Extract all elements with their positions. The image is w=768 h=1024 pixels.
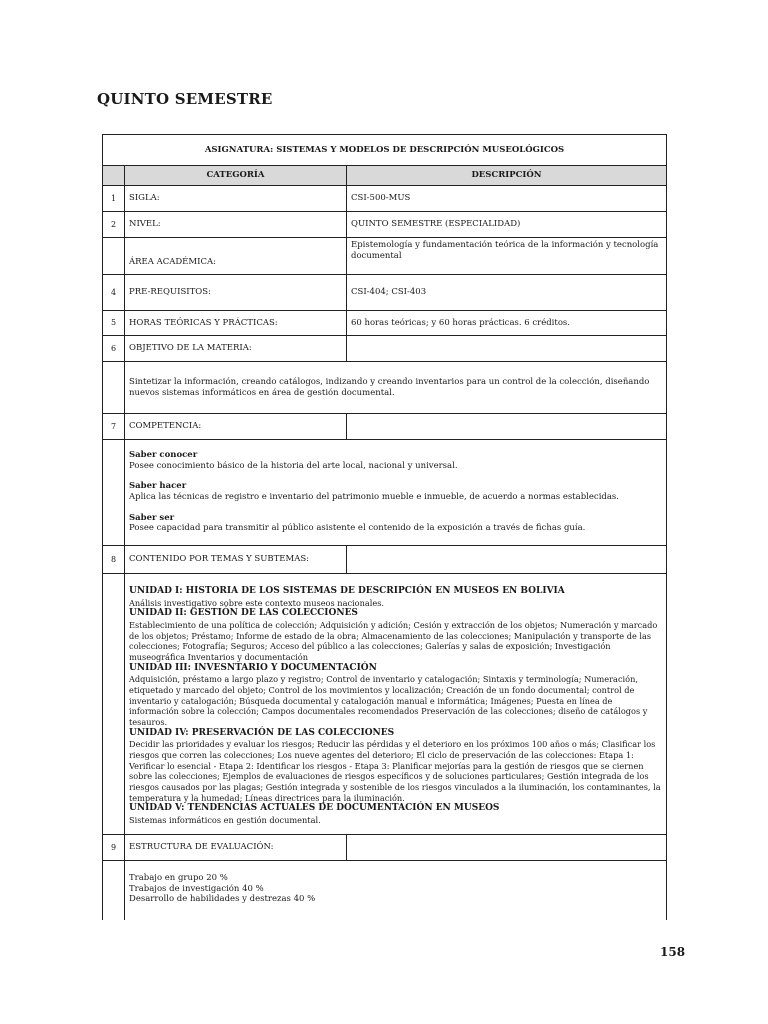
row-category: OBJETIVO DE LA MATERIA: [125,336,347,361]
row-number: 8 [103,546,125,573]
row-number [103,574,125,834]
competence-know-title: Saber conocer [129,450,198,460]
header-description: DESCRIPCIÓN [347,166,666,185]
objective-text: Sintetizar la información, creando catálogos, indizando y creando inventarios para un control de la colección, diseñando nuevos sistemas informáticos en área de gestión documental. [129,376,650,398]
page-heading: QUINTO SEMESTRE [97,90,273,108]
row-description: CSI-404; CSI-403 [351,287,427,298]
row-description: 60 horas teóricas; y 60 horas prácticas. 6 créditos. [351,317,570,328]
page-number: 158 [660,945,686,959]
unit-text: Establecimiento de una política de colección; Adquisición y adición; Cesión y extracción de los objetos; Numeración y marcado de los objetos; Préstamo; Informe de estado de la obra; Almacenamiento de las colecciones; Manipulación y transporte de las colecciones; Fotografía; Seguros; Acceso del público a las colecciones; Galerías y salas de exposición; Investigación museográfica Inventarios y documentación [129,620,658,662]
row-category: ESTRUCTURA DE EVALUACIÓN: [125,835,347,860]
row-category: CONTENIDO POR TEMAS Y SUBTEMAS: [125,546,347,573]
competence-know-text: Posee conocimiento básico de la historia del arte local, nacional y universal. [129,460,458,471]
row-description [347,835,666,860]
row-category: NIVEL: [125,212,347,237]
row-number: 2 [103,212,125,237]
row-number [103,362,125,413]
row-number: 1 [103,186,125,211]
competence-content [125,440,666,545]
row-description [347,546,666,573]
row-number: 7 [103,414,125,439]
table-row [103,546,666,574]
row-number: 5 [103,311,125,335]
table-row [103,414,666,440]
row-number [103,440,125,545]
row-description [347,414,666,439]
unit-title: UNIDAD III: INVESNTARIO Y DOCUMENTACIÓN [129,662,377,673]
competence-be-title: Saber ser [129,512,175,523]
table-row [103,212,666,238]
competence-be-text: Posee capacidad para transmitir al público asistente el contenido de la exposición a través de fichas guía. [129,523,586,534]
table-row [103,336,666,362]
evaluation-line: Desarrollo de habilidades y destrezas 40 % [129,894,316,905]
unit-title: UNIDAD II: GESTIÓN DE LAS COLECCIONES [129,608,358,619]
row-category: COMPETENCIA: [125,414,347,439]
row-description: Epistemología y fundamentación teórica de la información y tecnología documental [351,240,659,261]
row-category: HORAS TEÓRICAS Y PRÁCTICAS: [125,311,347,335]
evaluation-content [125,861,666,920]
unit-text: Adquisición, préstamo a largo plazo y registro; Control de inventario y catalogación; Sintaxis y terminología; Numeración, etiquetado y marcado del objeto; Control de los movimientos y localización; Creación de un fondo documental; control de inventario y catalogación; Búsqueda documental y catalogación manual e informática; Imágenes; Puesta en línea de información sobre la colección; Campos documentales recomendados Preservación de las colecciones; diseño de catálogos y tesauros. [129,674,648,727]
table-row [103,311,666,336]
row-number: 4 [103,275,125,310]
row-description [347,336,666,361]
table-row [103,238,666,275]
row-number: 6 [103,336,125,361]
row-category: SIGLA: [125,186,347,211]
row-description: CSI-500-MUS [351,193,411,204]
table-title: ASIGNATURA: SISTEMAS Y MODELOS DE DESCRIPCIÓN MUSEOLÓGICOS [103,135,666,166]
row-number: 9 [103,835,125,860]
evaluation-row [103,861,666,920]
course-table [102,134,667,920]
header-num-cell [103,166,125,185]
row-category: ÁREA ACADÉMICA: [125,238,347,274]
evaluation-line: Trabajo en grupo 20 % [129,873,228,883]
row-category: PRE-REQUISITOS: [125,275,347,310]
header-category: CATEGORÍA [125,166,347,185]
unit-title: UNIDAD IV: PRESERVACIÓN DE LAS COLECCIONES [129,727,395,738]
unit-text: Decidir las prioridades y evaluar los riesgos; Reducir las pérdidas y el deterioro en los próximos 100 años o más; Clasificar los riesgos que corren las colecciones; Los nueve agentes del deterioro; El ciclo de preservación de las colecciones: Etapa 1: Verificar lo esencial - Etapa 2: Identificar los riesgos - Etapa 3: Planificar mejorías para la gestión de riesgos que se ciernen sobre las colecciones; Ejemplos de evaluaciones de riesgos específicos y de soluciones particulares; Gestión integrada de los riesgos causados por las plagas; Gestión integrada y sostenible de los riesgos vinculados a la iluminación, los contaminantes, la temperatura y la humedad; Líneas directrices para la iluminación. [129,739,661,803]
evaluation-line: Trabajos de investigación 40 % [129,883,264,894]
unit-text: Sistemas informáticos en gestión documental. [129,814,321,825]
unit-text: Análisis investigativo sobre este contexto museos nacionales. [129,597,384,608]
row-number [103,238,125,274]
content-units [125,574,666,834]
row-description: QUINTO SEMESTRE (ESPECIALIDAD) [351,219,521,230]
table-row [103,835,666,861]
table-header-row [103,166,666,186]
competence-row [103,440,666,546]
table-row [103,275,666,311]
table-row [103,186,666,212]
competence-do-text: Aplica las técnicas de registro e inventario del patrimonio mueble e inmueble, de acuerdo a normas establecidas. [129,491,619,502]
content-row [103,574,666,835]
competence-do-title: Saber hacer [129,481,187,492]
row-number [103,861,125,920]
unit-title: UNIDAD I: HISTORIA DE LOS SISTEMAS DE DESCRIPCIÓN EN MUSEOS EN BOLIVIA [129,586,565,596]
objective-row [103,362,666,414]
unit-title: UNIDAD V: TENDENCIAS ACTUALES DE DOCUMENTACIÓN EN MUSEOS [129,803,500,814]
